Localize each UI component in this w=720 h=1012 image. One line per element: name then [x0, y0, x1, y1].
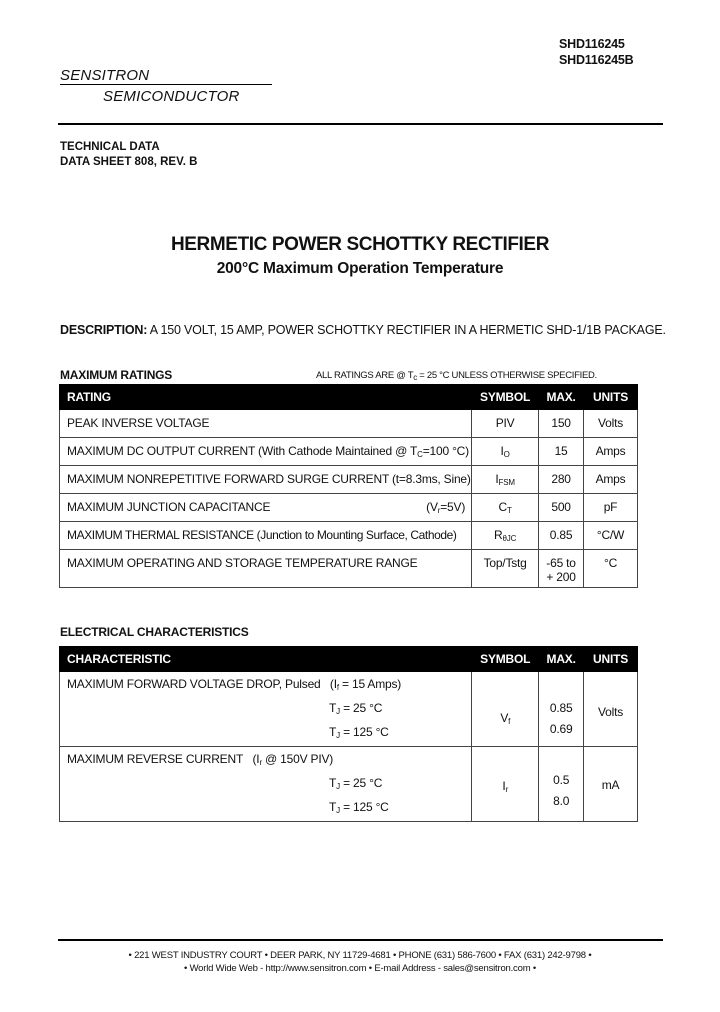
symbol-cell: $R_{\theta JC}$ — [494, 528, 517, 543]
col-header-symbol: SYMBOL — [472, 647, 539, 672]
condition-text: $(V_r=5V)$ — [426, 500, 466, 515]
table-header-row — [60, 647, 638, 672]
col-header-max: MAX. — [539, 647, 584, 672]
table-row — [60, 522, 638, 550]
col-header-rating: RATING — [60, 385, 472, 410]
datasheet-number: DATA SHEET 808, REV. B — [60, 156, 198, 168]
electrical-table — [59, 646, 638, 822]
table-row — [60, 410, 638, 438]
max-cell: 0.85 — [549, 528, 573, 542]
max-cell: 280 — [551, 472, 571, 486]
units-cell: °C/W — [596, 528, 625, 542]
company-name-line2: SEMICONDUCTOR — [103, 88, 240, 105]
company-name-line1: SENSITRON — [60, 67, 150, 84]
col-header-units: UNITS — [584, 385, 638, 410]
header-divider — [58, 123, 663, 125]
max-ratings-note: ALL RATINGS ARE @ $T_c = 25$ °C UNLESS OTHERWISE SPECIFIED. — [316, 370, 597, 382]
symbol-cell: $I_r$ — [502, 778, 509, 794]
rating-cell: MAXIMUM DC OUTPUT CURRENT (With Cathode Maintained @ $T_C=100$ °C) — [67, 444, 469, 459]
max-cell: 500 — [551, 500, 571, 514]
doc-type: TECHNICAL DATA — [60, 141, 160, 153]
rating-cell: MAXIMUM THERMAL RESISTANCE (Junction to Mounting Surface, Cathode) — [67, 528, 457, 542]
table-row — [60, 672, 638, 747]
symbol-cell: $I_{FSM}$ — [495, 472, 515, 487]
symbol-cell: PIV — [495, 416, 515, 430]
part-number-1: SHD116245 — [559, 37, 625, 51]
footer-address: • 221 WEST INDUSTRY COURT • DEER PARK, NY 11729-4681 • PHONE (631) 586-7600 • FAX (631) 242-9798 • — [128, 950, 592, 961]
units-cell: Volts — [598, 705, 624, 719]
description — [60, 323, 666, 337]
units-cell: pF — [603, 500, 618, 514]
units-cell: Amps — [595, 472, 626, 486]
symbol-cell: $C_T$ — [498, 500, 512, 515]
col-header-units: UNITS — [584, 647, 638, 672]
units-cell: mA — [601, 778, 620, 792]
symbol-cell: $I_O$ — [500, 444, 510, 459]
part-number-2: SHD116245B — [559, 53, 634, 67]
col-header-characteristic: CHARACTERISTIC — [60, 647, 472, 672]
characteristic-cell: MAXIMUM REVERSE CURRENT ($I_r$ @ 150V PIV) $T_J = 25$ °C $T_J = 125$ °C — [67, 752, 389, 815]
logo-rule — [60, 84, 272, 85]
rating-cell: MAXIMUM JUNCTION CAPACITANCE $(V_r=5V)$ — [67, 500, 466, 515]
max-cell: 0.5 8.0 — [553, 773, 570, 808]
max-cell: -65 to + 200 — [546, 556, 576, 584]
max-ratings-table — [59, 384, 638, 588]
max-cell: 150 — [551, 416, 571, 430]
page-subtitle: 200°C Maximum Operation Temperature — [216, 260, 504, 277]
table-row — [60, 466, 638, 494]
characteristic-cell: MAXIMUM FORWARD VOLTAGE DROP, Pulsed ($I_f = 15$ Amps) $T_J = 25$ °C $T_J = 125$ °C — [67, 677, 402, 740]
max-cell: 0.85 0.69 — [549, 701, 573, 736]
col-header-max: MAX. — [539, 385, 584, 410]
max-cell: 15 — [554, 444, 568, 458]
rating-cell: MAXIMUM OPERATING AND STORAGE TEMPERATURE RANGE — [67, 556, 418, 570]
units-cell: °C — [603, 556, 618, 570]
description-text: A 150 VOLT, 15 AMP, POWER SCHOTTKY RECTIFIER IN A HERMETIC SHD-1/1B PACKAGE. — [149, 323, 666, 337]
table-row — [60, 747, 638, 822]
description-label: DESCRIPTION: — [60, 323, 148, 337]
symbol-cell: $V_f$ — [500, 710, 511, 726]
symbol-cell: Top/Tstg — [483, 556, 527, 570]
col-header-symbol: SYMBOL — [472, 385, 539, 410]
table-row — [60, 438, 638, 466]
max-ratings-heading: MAXIMUM RATINGS — [60, 368, 173, 382]
page-title: HERMETIC POWER SCHOTTKY RECTIFIER — [170, 234, 550, 255]
footer-contact: • World Wide Web - http://www.sensitron.com • E-mail Address - sales@sensitron.com • — [184, 963, 536, 974]
electrical-heading: ELECTRICAL CHARACTERISTICS — [60, 625, 249, 639]
table-header-row — [60, 385, 638, 410]
units-cell: Volts — [598, 416, 624, 430]
table-row — [60, 550, 638, 588]
units-cell: Amps — [595, 444, 626, 458]
table-row — [60, 494, 638, 522]
rating-cell: MAXIMUM NONREPETITIVE FORWARD SURGE CURRENT (t=8.3ms, Sine) — [67, 472, 471, 486]
rating-cell: PEAK INVERSE VOLTAGE — [67, 416, 210, 430]
footer-divider — [58, 939, 663, 941]
